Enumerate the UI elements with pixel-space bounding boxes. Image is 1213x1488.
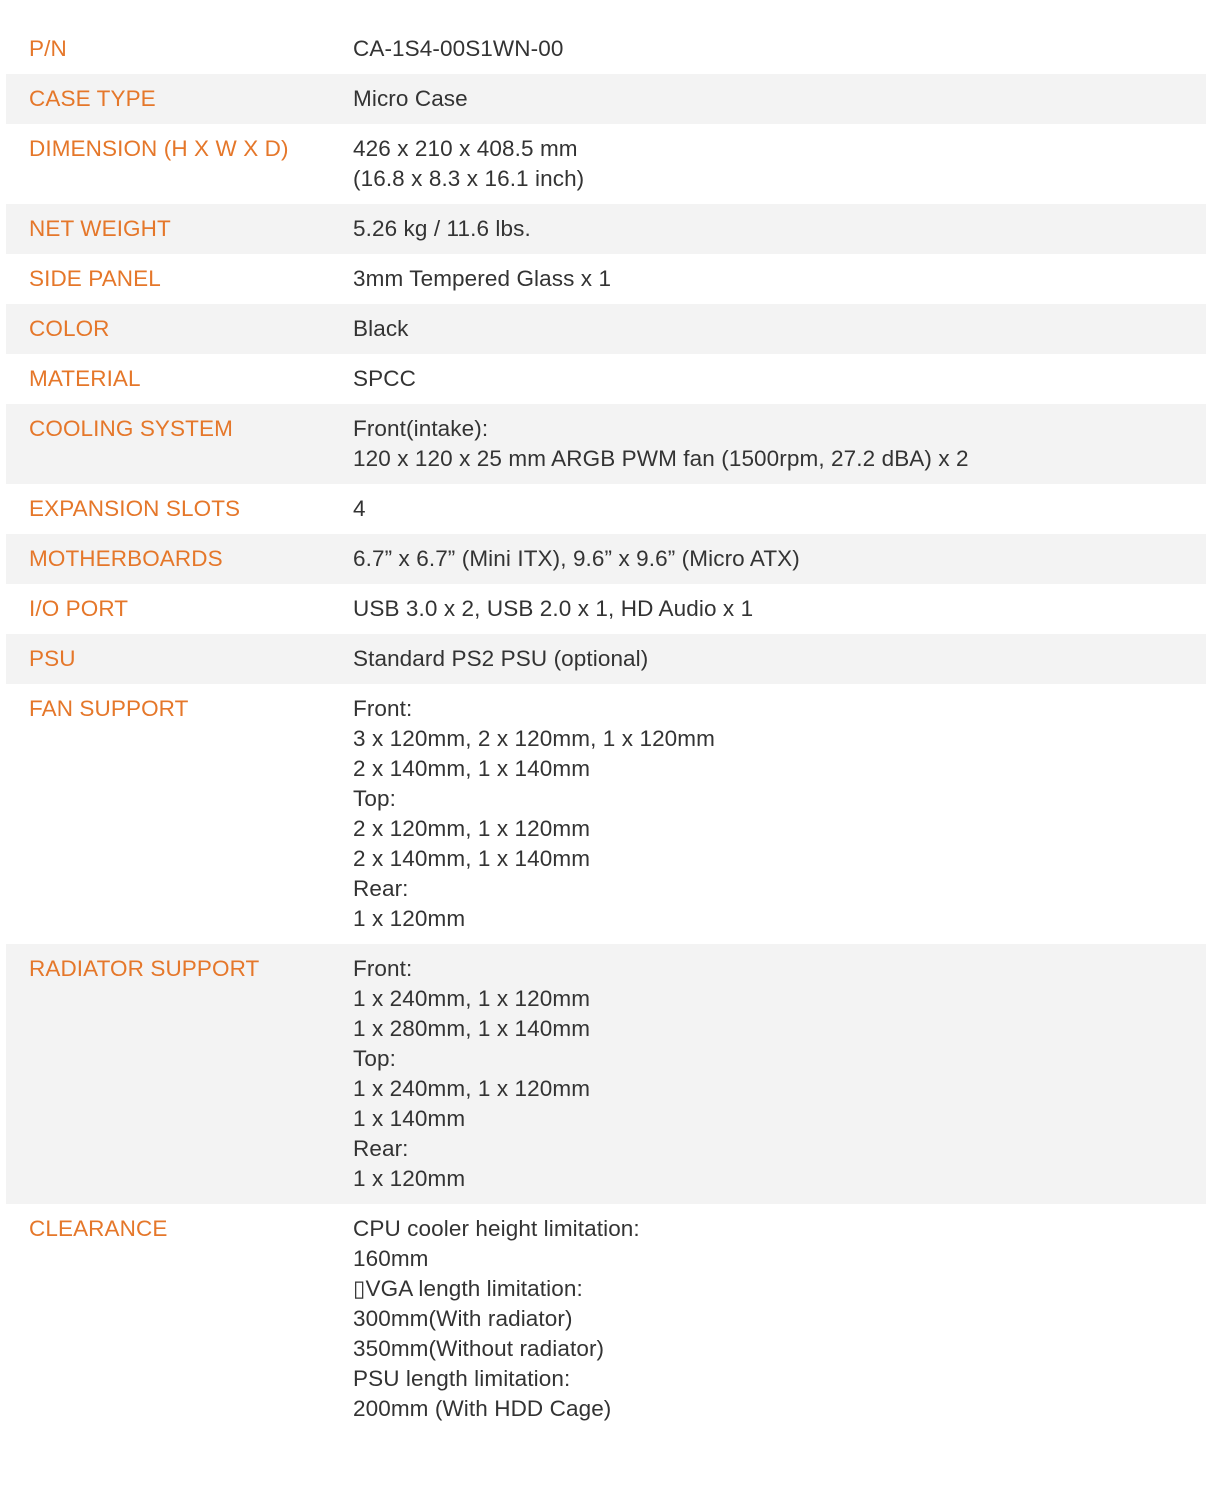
spec-value	[353, 494, 1206, 524]
spec-label: COOLING SYSTEM	[29, 416, 233, 441]
spec-label: MOTHERBOARDS	[29, 546, 223, 571]
spec-label: EXPANSION SLOTS	[29, 496, 241, 521]
spec-value-line: (16.8 x 8.3 x 16.1 inch)	[353, 166, 585, 191]
spec-row-pn	[6, 24, 1206, 74]
spec-label: P/N	[29, 36, 67, 61]
spec-value-line: 4	[353, 496, 366, 521]
spec-row-dimension	[6, 124, 1206, 204]
spec-row-net-weight	[6, 204, 1206, 254]
spec-value-line: Top:	[353, 1046, 396, 1071]
spec-label: SIDE PANEL	[29, 266, 161, 291]
spec-value	[353, 314, 1206, 344]
spec-value-line: Front:	[353, 956, 413, 981]
spec-row-psu	[6, 634, 1206, 684]
spec-value	[353, 214, 1206, 244]
spec-value-line: CPU cooler height limitation:	[353, 1216, 640, 1241]
spec-value-line: 200mm (With HDD Cage)	[353, 1396, 612, 1421]
spec-value	[353, 84, 1206, 114]
spec-value-line: 350mm(Without radiator)	[353, 1336, 605, 1361]
spec-value-line: 1 x 240mm, 1 x 120mm	[353, 1076, 591, 1101]
spec-value-line: 300mm(With radiator)	[353, 1306, 573, 1331]
spec-row-clearance	[6, 1204, 1206, 1434]
spec-row-color	[6, 304, 1206, 354]
spec-value-line: Rear:	[353, 876, 409, 901]
spec-value	[353, 594, 1206, 624]
spec-row-radiator-support	[6, 944, 1206, 1204]
spec-value-line: Standard PS2 PSU (optional)	[353, 646, 649, 671]
spec-value-line: 2 x 140mm, 1 x 140mm	[353, 846, 591, 871]
spec-value-line: 3 x 120mm, 2 x 120mm, 1 x 120mm	[353, 726, 715, 751]
spec-value-line: Rear:	[353, 1136, 409, 1161]
spec-row-expansion-slots	[6, 484, 1206, 534]
spec-value	[353, 544, 1206, 574]
spec-row-io-port	[6, 584, 1206, 634]
spec-value-line: 2 x 120mm, 1 x 120mm	[353, 816, 591, 841]
spec-value-line: Front:	[353, 696, 413, 721]
spec-value-line: ▯VGA length limitation:	[353, 1276, 583, 1301]
spec-value	[353, 954, 1206, 1194]
spec-value-line: 6.7” x 6.7” (Mini ITX), 9.6” x 9.6” (Micro ATX)	[353, 546, 800, 571]
spec-label: FAN SUPPORT	[29, 696, 189, 721]
spec-label: COLOR	[29, 316, 110, 341]
spec-label: CLEARANCE	[29, 1216, 168, 1241]
spec-value	[353, 414, 1206, 474]
spec-row-motherboards	[6, 534, 1206, 584]
spec-label: CASE TYPE	[29, 86, 156, 111]
spec-value	[353, 1214, 1206, 1424]
spec-value-line: 160mm	[353, 1246, 429, 1271]
spec-row-side-panel	[6, 254, 1206, 304]
spec-label: DIMENSION (H X W X D)	[29, 136, 289, 161]
spec-value-line: CA-1S4-00S1WN-00	[353, 36, 564, 61]
spec-value-line: Front(intake):	[353, 416, 489, 441]
spec-value	[353, 364, 1206, 394]
spec-value-line: 1 x 280mm, 1 x 140mm	[353, 1016, 591, 1041]
spec-value-line: Micro Case	[353, 86, 468, 111]
spec-label: RADIATOR SUPPORT	[29, 956, 260, 981]
spec-label: NET WEIGHT	[29, 216, 171, 241]
spec-row-case-type	[6, 74, 1206, 124]
spec-value	[353, 34, 1206, 64]
spec-value-line: 5.26 kg / 11.6 lbs.	[353, 216, 531, 241]
spec-table	[6, 24, 1206, 1434]
spec-value-line: 120 x 120 x 25 mm ARGB PWM fan (1500rpm, 27.2 dBA) x 2	[353, 446, 969, 471]
spec-value-line: 1 x 240mm, 1 x 120mm	[353, 986, 591, 1011]
spec-value-line: 1 x 140mm	[353, 1106, 466, 1131]
spec-row-material	[6, 354, 1206, 404]
spec-value	[353, 694, 1206, 934]
spec-value-line: SPCC	[353, 366, 416, 391]
spec-value-line: 3mm Tempered Glass x 1	[353, 266, 612, 291]
spec-value-line: Top:	[353, 786, 396, 811]
spec-value-line: 2 x 140mm, 1 x 140mm	[353, 756, 591, 781]
spec-value	[353, 644, 1206, 674]
spec-value-line: USB 3.0 x 2, USB 2.0 x 1, HD Audio x 1	[353, 596, 754, 621]
spec-label: I/O PORT	[29, 596, 129, 621]
spec-value-line: 1 x 120mm	[353, 906, 466, 931]
spec-label: PSU	[29, 646, 76, 671]
spec-value-line: 426 x 210 x 408.5 mm	[353, 136, 578, 161]
spec-value	[353, 264, 1206, 294]
spec-value-line: Black	[353, 316, 409, 341]
spec-value-line: 1 x 120mm	[353, 1166, 466, 1191]
spec-row-fan-support	[6, 684, 1206, 944]
spec-value-line: PSU length limitation:	[353, 1366, 571, 1391]
spec-row-cooling-system	[6, 404, 1206, 484]
spec-value	[353, 134, 1206, 194]
spec-label: MATERIAL	[29, 366, 141, 391]
